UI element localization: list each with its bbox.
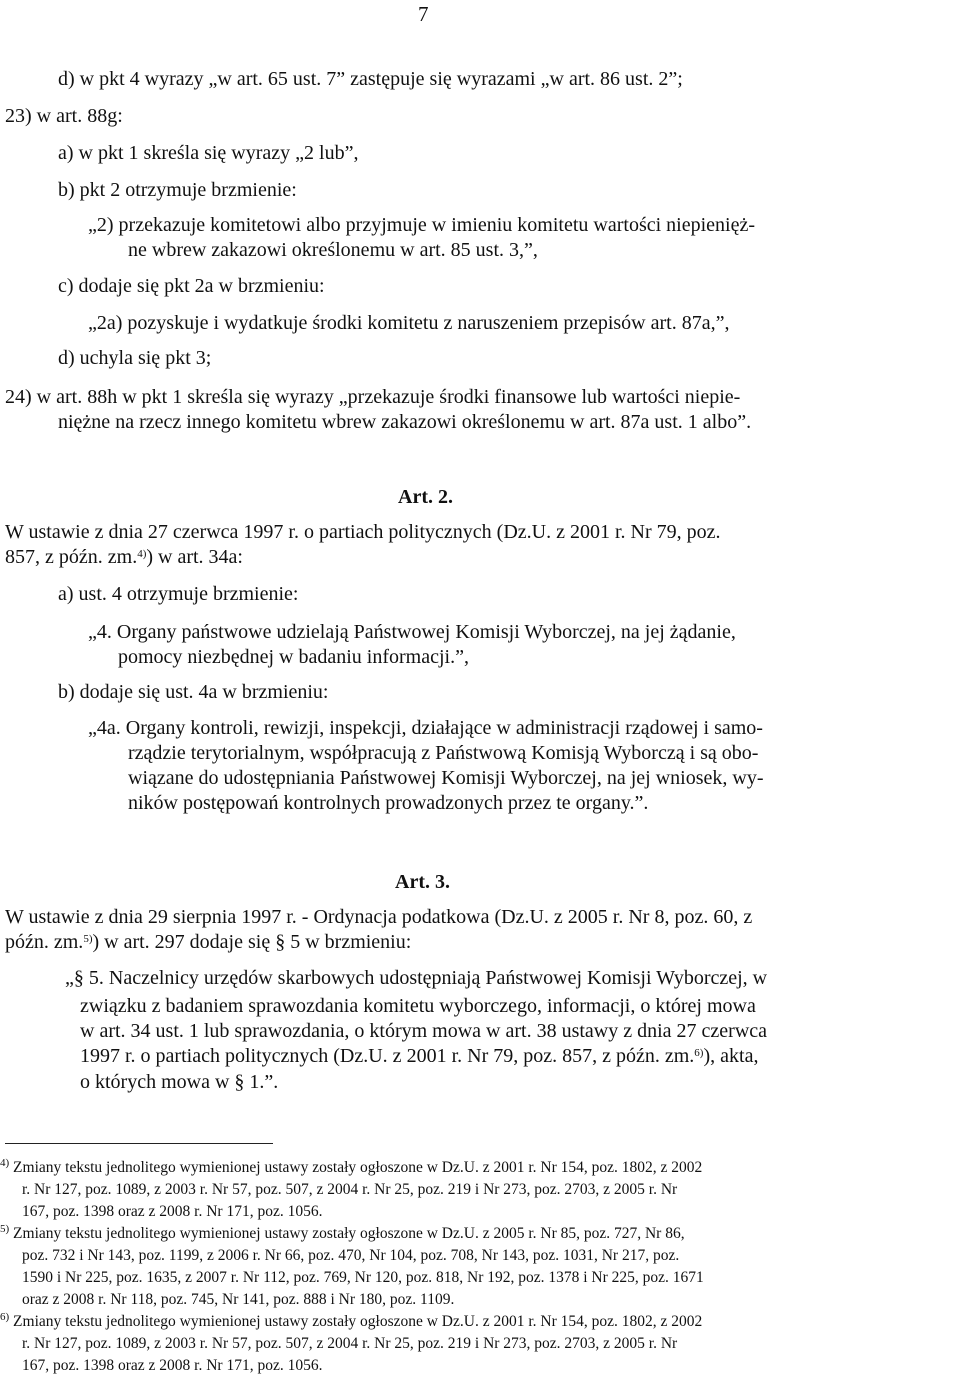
text-line: pomocy niezbędnej w badaniu informacji.”, [118,646,469,668]
text-line: 24) w art. 88h w pkt 1 skreśla się wyrazy „przekazuje środki finansowe lub wartości niepie- [5,386,741,408]
text-line: d) w pkt 4 wyrazy „w art. 65 ust. 7” zastępuje się wyrazami „w art. 86 ust. 2”; [58,68,683,90]
text-line: 23) w art. 88g: [5,105,123,127]
page-number: 7 [418,2,429,26]
footnote-ref: 5) [83,933,93,945]
text-line: o których mowa w § 1.”. [80,1071,279,1093]
footnote-text: Zmiany tekstu jednolitego wymienionej ustawy zostały ogłoszone w Dz.U. z 2001 r. Nr 154, poz. 1802, z 2002 [13,1313,703,1330]
text-fragment: późn. zm. [5,931,84,953]
article-heading: Art. 2. [398,486,453,508]
text-line: W ustawie z dnia 29 sierpnia 1997 r. - Ordynacja podatkowa (Dz.U. z 2005 r. Nr 8, poz. 60, z [5,906,753,928]
footnote-line: 167, poz. 1398 oraz z 2008 r. Nr 171, poz. 1056. [22,1203,323,1220]
footnote-line [0,1223,685,1244]
text-line [80,1044,758,1068]
text-line: „2) przekazuje komitetowi albo przyjmuje w imieniu komitetu wartości niepienięż- [88,214,756,236]
text-line: „§ 5. Naczelnicy urzędów skarbowych udostępniają Państwowej Komisji Wyborczej, w [65,967,768,989]
footnote-ref: 6) [694,1047,704,1059]
footnote-line: 167, poz. 1398 oraz z 2008 r. Nr 171, poz. 1056. [22,1357,323,1374]
footnote-text: Zmiany tekstu jednolitego wymienionej ustawy zostały ogłoszone w Dz.U. z 2005 r. Nr 85, poz. 727, Nr 86, [13,1225,685,1242]
text-line: „2a) pozyskuje i wydatkuje środki komitetu z naruszeniem przepisów art. 87a,”, [88,312,730,334]
text-line: a) ust. 4 otrzymuje brzmienie: [58,583,299,605]
text-line: „4a. Organy kontroli, rewizji, inspekcji, działające w administracji rządowej i samo- [88,717,763,739]
footnote-line: poz. 732 i Nr 143, poz. 1199, z 2006 r. Nr 66, poz. 470, Nr 104, poz. 708, Nr 143, poz. 1031, Nr 217, poz. [22,1247,680,1264]
footnote-marker: 5) [0,1223,10,1235]
text-line: b) pkt 2 otrzymuje brzmienie: [58,179,297,201]
text-line [5,930,411,954]
text-fragment: ) w art. 34a: [146,546,243,568]
text-fragment: 1997 r. o partiach politycznych (Dz.U. z 2001 r. Nr 79, poz. 857, z późn. zm. [80,1045,695,1067]
text-fragment: ) w art. 297 dodaje się § 5 w brzmieniu: [92,931,412,953]
footnote-marker: 4) [0,1157,10,1169]
text-line [5,545,243,569]
footnote-line [0,1157,702,1178]
footnote-marker: 6) [0,1311,10,1323]
footnote-line: oraz z 2008 r. Nr 118, poz. 745, Nr 141, poz. 888 i Nr 180, poz. 1109. [22,1291,455,1308]
text-line: W ustawie z dnia 27 czerwca 1997 r. o partiach politycznych (Dz.U. z 2001 r. Nr 79, poz. [5,521,721,543]
footnote-line [0,1311,702,1332]
footnote-separator [5,1143,273,1144]
text-line: ników postępowań kontrolnych prowadzonych przez te organy.”. [128,792,649,814]
text-line: rządzie terytorialnym, współpracują z Państwową Komisją Wyborczą i są obo- [128,742,759,764]
text-line: a) w pkt 1 skreśla się wyrazy „2 lub”, [58,142,359,164]
text-line: ne wbrew zakazowi określonemu w art. 85 ust. 3,”, [128,239,538,261]
footnote-line: r. Nr 127, poz. 1089, z 2003 r. Nr 57, poz. 507, z 2004 r. Nr 25, poz. 219 i Nr 273, poz. 2703, z 2005 r. Nr [22,1335,678,1352]
text-line: d) uchyla się pkt 3; [58,347,212,369]
text-fragment: 857, z późn. zm. [5,546,138,568]
text-line: wiązane do udostępniania Państwowej Komisji Wyborczej, na jej wniosek, wy- [128,767,764,789]
article-heading: Art. 3. [395,871,450,893]
footnote-line: 1590 i Nr 225, poz. 1635, z 2007 r. Nr 112, poz. 769, Nr 120, poz. 818, Nr 192, poz. 1378 i Nr 225, poz. 1671 [22,1269,704,1286]
text-line: niężne na rzecz innego komitetu wbrew zakazowi określonemu w art. 87a ust. 1 albo”. [58,411,752,433]
text-line: b) dodaje się ust. 4a w brzmieniu: [58,681,329,703]
footnote-text: Zmiany tekstu jednolitego wymienionej ustawy zostały ogłoszone w Dz.U. z 2001 r. Nr 154, poz. 1802, z 2002 [13,1159,703,1176]
text-line: związku z badaniem sprawozdania komitetu wyborczego, informacji, o której mowa [80,995,756,1017]
footnote-ref: 4) [137,548,147,560]
text-fragment: ), akta, [703,1045,759,1067]
text-line: „4. Organy państwowe udzielają Państwowej Komisji Wyborczej, na jej żądanie, [88,621,736,643]
footnote-line: r. Nr 127, poz. 1089, z 2003 r. Nr 57, poz. 507, z 2004 r. Nr 25, poz. 219 i Nr 273, poz. 2703, z 2005 r. Nr [22,1181,678,1198]
text-line: c) dodaje się pkt 2a w brzmieniu: [58,275,325,297]
text-line: w art. 34 ust. 1 lub sprawozdania, o którym mowa w art. 38 ustawy z dnia 27 czerwca [80,1020,768,1042]
